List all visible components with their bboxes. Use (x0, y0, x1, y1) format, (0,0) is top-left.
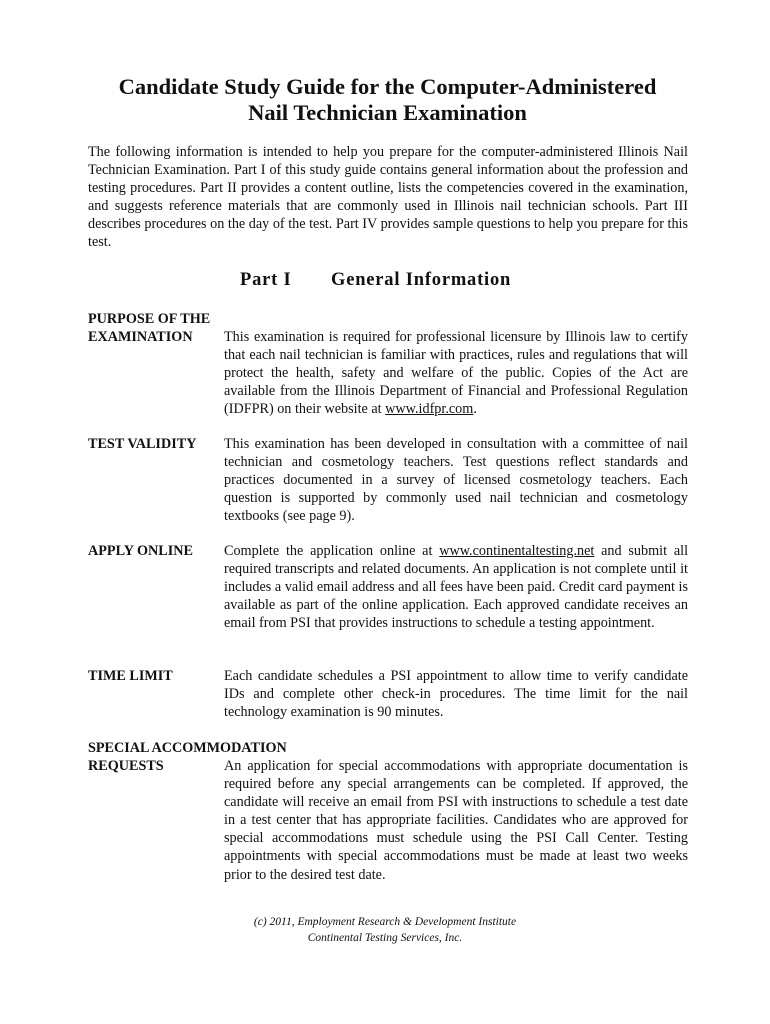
purpose-label (88, 310, 210, 346)
purpose-text-end: . (473, 401, 477, 418)
time-limit-label: TIME LIMIT (88, 668, 173, 684)
purpose-label-line-2: EXAMINATION (88, 329, 193, 346)
title-line-2: Nail Technician Examination (248, 100, 527, 125)
special-label-line-1: SPECIAL ACCOMMODATION (88, 740, 287, 756)
apply-text-start: Complete the application online at (224, 543, 440, 559)
part-number: Part I (240, 270, 292, 290)
special-label-line-2: REQUESTS (88, 758, 164, 775)
special-text: An application for special accommodations with appropriate documentation is required before any special arrangements can be completed. If approved, the candidate will receive an email from PSI with instructions to schedule a test date in a test center that has appropriate facilities. Candidates who are approved for special accommodations must schedule using the PSI Call Center. Testing appointments with special accommodations must be made at least two weeks prior to the desired test date. (224, 758, 688, 883)
validity-label: TEST VALIDITY (88, 436, 197, 452)
purpose-text-main: This examination is required for professional licensure by Illinois law to certify that each nail technician is familiar with practices, rules and regulations that will protect the health, safety and welfare of the public. Copies of the Act are available from the Illinois Department of Financial and Professional Regulation (IDFPR) on their website at (224, 329, 688, 418)
continentaltesting-link[interactable]: www.continentaltesting.net (439, 543, 595, 559)
idfpr-link[interactable]: www.idfpr.com (385, 401, 474, 418)
apply-label: APPLY ONLINE (88, 543, 193, 559)
apply-text (224, 542, 688, 632)
validity-text: This examination has been developed in consultation with a committee of nail technician and cosmetology teachers. Test questions reflect standards and practices documented in a survey of licensed cosmetology teachers. Each question is supported by commonly used nail technician and cosmetology textbooks (see page 9). (224, 436, 688, 525)
part-name: General Information (331, 270, 512, 290)
document-title (60, 74, 715, 126)
footer-copyright: (c) 2011, Employment Research & Development Institute (253, 916, 517, 928)
time-limit-text: Each candidate schedules a PSI appointment to allow time to verify candidate IDs and complete other check-in procedures. The time limit for the nail technology examination is 90 minutes. (224, 668, 688, 721)
purpose-label-line-1: PURPOSE OF THE (88, 311, 211, 327)
intro-paragraph: The following information is intended to help you prepare for the computer-administered Illinois Nail Technician Examination. Part I of this study guide contains general information about the profession and testing procedures. Part II provides a content outline, lists the competencies covered in the examination, and suggests reference materials that are commonly used in Illinois nail technician schools. Part III describes procedures on the day of the test. Part IV provides sample questions to help you prepare for this test. (88, 144, 688, 251)
purpose-text (224, 328, 688, 418)
apply-text-rest: and submit all required transcripts and related documents. An application is not complete until it includes a valid email address and all fees have been paid. Credit card payment is available as part of the online application. Each approved candidate receives an email from PSI that provides instructions to schedule a testing appointment. (224, 543, 689, 632)
page-footer (0, 915, 770, 946)
footer-company: Continental Testing Services, Inc. (307, 931, 463, 944)
title-line-1: Candidate Study Guide for the Computer-Administered (118, 74, 657, 99)
